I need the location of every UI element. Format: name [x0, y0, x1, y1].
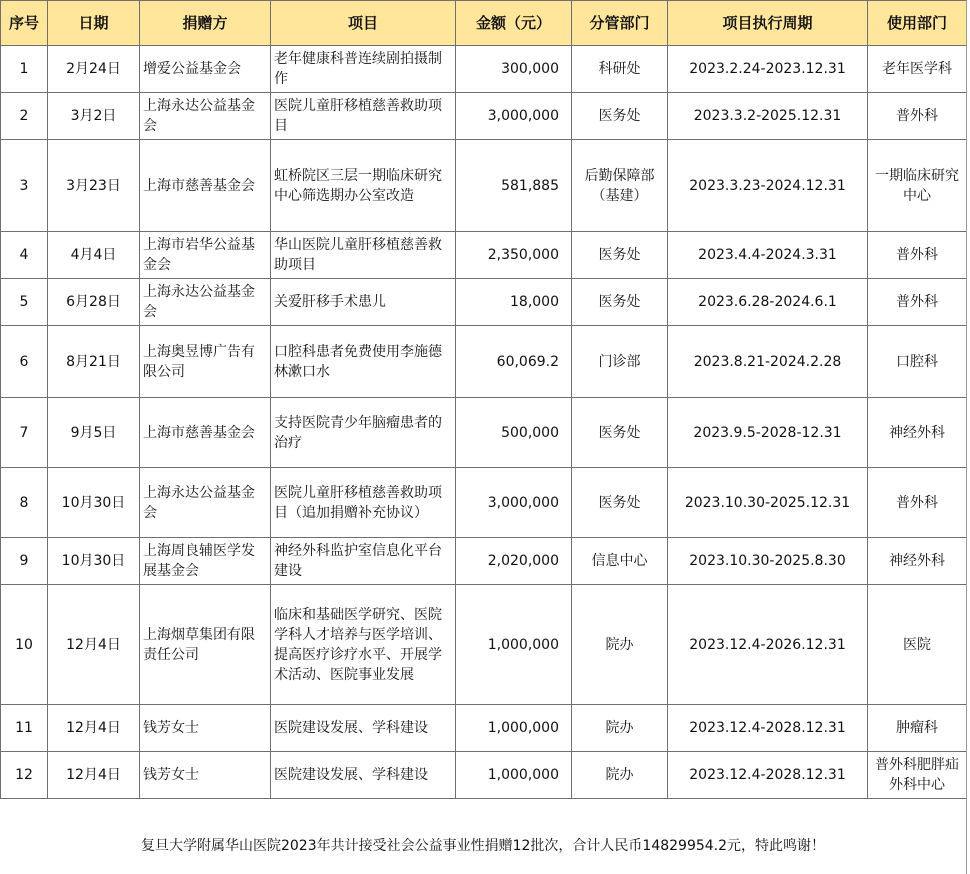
- row-period: 2023.8.21-2024.2.28: [668, 326, 868, 398]
- row-donor: 上海永达公益基金会: [140, 468, 271, 538]
- row-date: 3月2日: [48, 93, 140, 140]
- row-amount: 1,000,000: [456, 752, 572, 799]
- row-no: 9: [1, 538, 48, 585]
- row-no: 6: [1, 326, 48, 398]
- table-row: [1, 93, 967, 140]
- table-row: [1, 538, 967, 585]
- row-date: 2月24日: [48, 46, 140, 93]
- row-no: 3: [1, 140, 48, 232]
- row-no: 5: [1, 279, 48, 326]
- header-period: 项目执行周期: [668, 1, 868, 46]
- row-dept: 医务处: [572, 398, 668, 468]
- row-dept: 院办: [572, 752, 668, 799]
- header-dept: 分管部门: [572, 1, 668, 46]
- row-donor: 增爱公益基金会: [140, 46, 271, 93]
- row-user-dept: 一期临床研究中心: [868, 140, 967, 232]
- header-row: [1, 1, 967, 46]
- row-period: 2023.12.4-2028.12.31: [668, 705, 868, 752]
- row-date: 12月4日: [48, 705, 140, 752]
- row-no: 11: [1, 705, 48, 752]
- table-row: [1, 140, 967, 232]
- row-project: 华山医院儿童肝移植慈善救助项目: [271, 232, 456, 279]
- row-donor: 上海奥昱博广告有限公司: [140, 326, 271, 398]
- table-row: [1, 585, 967, 705]
- row-amount: 60,069.2: [456, 326, 572, 398]
- row-period: 2023.10.30-2025.8.30: [668, 538, 868, 585]
- row-period: 2023.12.4-2026.12.31: [668, 585, 868, 705]
- row-no: 12: [1, 752, 48, 799]
- row-date: 3月23日: [48, 140, 140, 232]
- row-no: 4: [1, 232, 48, 279]
- row-amount: 300,000: [456, 46, 572, 93]
- row-user-dept: 普外科肥胖疝外科中心: [868, 752, 967, 799]
- row-project: 虹桥院区三层一期临床研究中心筛选期办公室改造: [271, 140, 456, 232]
- header-project: 项目: [271, 1, 456, 46]
- row-donor: 上海永达公益基金会: [140, 93, 271, 140]
- row-no: 2: [1, 93, 48, 140]
- row-date: 12月4日: [48, 752, 140, 799]
- row-amount: 1,000,000: [456, 705, 572, 752]
- table-row: [1, 398, 967, 468]
- table-row: [1, 232, 967, 279]
- row-project: 医院建设发展、学科建设: [271, 752, 456, 799]
- row-project: 医院建设发展、学科建设: [271, 705, 456, 752]
- row-dept: 后勤保障部（基建）: [572, 140, 668, 232]
- row-donor: 上海市岩华公益基金会: [140, 232, 271, 279]
- row-dept: 院办: [572, 585, 668, 705]
- row-donor: 钱芳女士: [140, 752, 271, 799]
- row-period: 2023.2.24-2023.12.31: [668, 46, 868, 93]
- row-donor: 上海永达公益基金会: [140, 279, 271, 326]
- row-date: 10月30日: [48, 538, 140, 585]
- row-project: 医院儿童肝移植慈善救助项目（追加捐赠补充协议）: [271, 468, 456, 538]
- sheet-edge-line: [966, 0, 967, 874]
- row-no: 7: [1, 398, 48, 468]
- row-date: 4月4日: [48, 232, 140, 279]
- row-project: 临床和基础医学研究、医院学科人才培养与医学培训、提高医疗诊疗水平、开展学术活动、医院事业发展: [271, 585, 456, 705]
- row-dept: 医务处: [572, 232, 668, 279]
- row-amount: 3,000,000: [456, 93, 572, 140]
- row-donor: 上海周良辅医学发展基金会: [140, 538, 271, 585]
- header-donor: 捐赠方: [140, 1, 271, 46]
- row-date: 8月21日: [48, 326, 140, 398]
- row-amount: 18,000: [456, 279, 572, 326]
- row-period: 2023.4.4-2024.3.31: [668, 232, 868, 279]
- row-amount: 1,000,000: [456, 585, 572, 705]
- row-period: 2023.3.2-2025.12.31: [668, 93, 868, 140]
- row-amount: 581,885: [456, 140, 572, 232]
- row-date: 12月4日: [48, 585, 140, 705]
- row-dept: 院办: [572, 705, 668, 752]
- row-user-dept: 普外科: [868, 468, 967, 538]
- row-donor: 上海烟草集团有限责任公司: [140, 585, 271, 705]
- row-amount: 3,000,000: [456, 468, 572, 538]
- row-no: 10: [1, 585, 48, 705]
- table-row: [1, 468, 967, 538]
- row-period: 2023.9.5-2028-12.31: [668, 398, 868, 468]
- row-donor: 上海市慈善基金会: [140, 140, 271, 232]
- row-donor: 上海市慈善基金会: [140, 398, 271, 468]
- table-row: [1, 46, 967, 93]
- row-project: 关爱肝移手术患儿: [271, 279, 456, 326]
- row-user-dept: 老年医学科: [868, 46, 967, 93]
- row-date: 10月30日: [48, 468, 140, 538]
- row-user-dept: 肿瘤科: [868, 705, 967, 752]
- row-dept: 科研处: [572, 46, 668, 93]
- row-user-dept: 普外科: [868, 279, 967, 326]
- row-date: 9月5日: [48, 398, 140, 468]
- row-dept: 医务处: [572, 279, 668, 326]
- row-project: 支持医院青少年脑瘤患者的治疗: [271, 398, 456, 468]
- header-amount: 金额（元）: [456, 1, 572, 46]
- header-user-dept: 使用部门: [868, 1, 967, 46]
- row-project: 老年健康科普连续剧拍摄制作: [271, 46, 456, 93]
- row-dept: 医务处: [572, 93, 668, 140]
- row-user-dept: 神经外科: [868, 538, 967, 585]
- row-user-dept: 普外科: [868, 93, 967, 140]
- row-dept: 信息中心: [572, 538, 668, 585]
- header-date: 日期: [48, 1, 140, 46]
- row-user-dept: 神经外科: [868, 398, 967, 468]
- row-period: 2023.3.23-2024.12.31: [668, 140, 868, 232]
- row-dept: 门诊部: [572, 326, 668, 398]
- row-date: 6月28日: [48, 279, 140, 326]
- row-user-dept: 医院: [868, 585, 967, 705]
- row-user-dept: 普外科: [868, 232, 967, 279]
- row-project: 医院儿童肝移植慈善救助项目: [271, 93, 456, 140]
- row-period: 2023.12.4-2028.12.31: [668, 752, 868, 799]
- row-amount: 2,350,000: [456, 232, 572, 279]
- row-period: 2023.10.30-2025.12.31: [668, 468, 868, 538]
- row-project: 神经外科监护室信息化平台建设: [271, 538, 456, 585]
- row-no: 1: [1, 46, 48, 93]
- row-amount: 2,020,000: [456, 538, 572, 585]
- row-no: 8: [1, 468, 48, 538]
- row-amount: 500,000: [456, 398, 572, 468]
- row-donor: 钱芳女士: [140, 705, 271, 752]
- row-dept: 医务处: [572, 468, 668, 538]
- table-row: [1, 279, 967, 326]
- row-user-dept: 口腔科: [868, 326, 967, 398]
- row-project: 口腔科患者免费使用李施德林漱口水: [271, 326, 456, 398]
- header-no: 序号: [1, 1, 48, 46]
- row-period: 2023.6.28-2024.6.1: [668, 279, 868, 326]
- table-row: [1, 705, 967, 752]
- table-row: [1, 752, 967, 799]
- table-row: [1, 326, 967, 398]
- footer-note: 复旦大学附属华山医院2023年共计接受社会公益事业性捐赠12批次，合计人民币14829954.2元，特此鸣谢！: [140, 838, 826, 854]
